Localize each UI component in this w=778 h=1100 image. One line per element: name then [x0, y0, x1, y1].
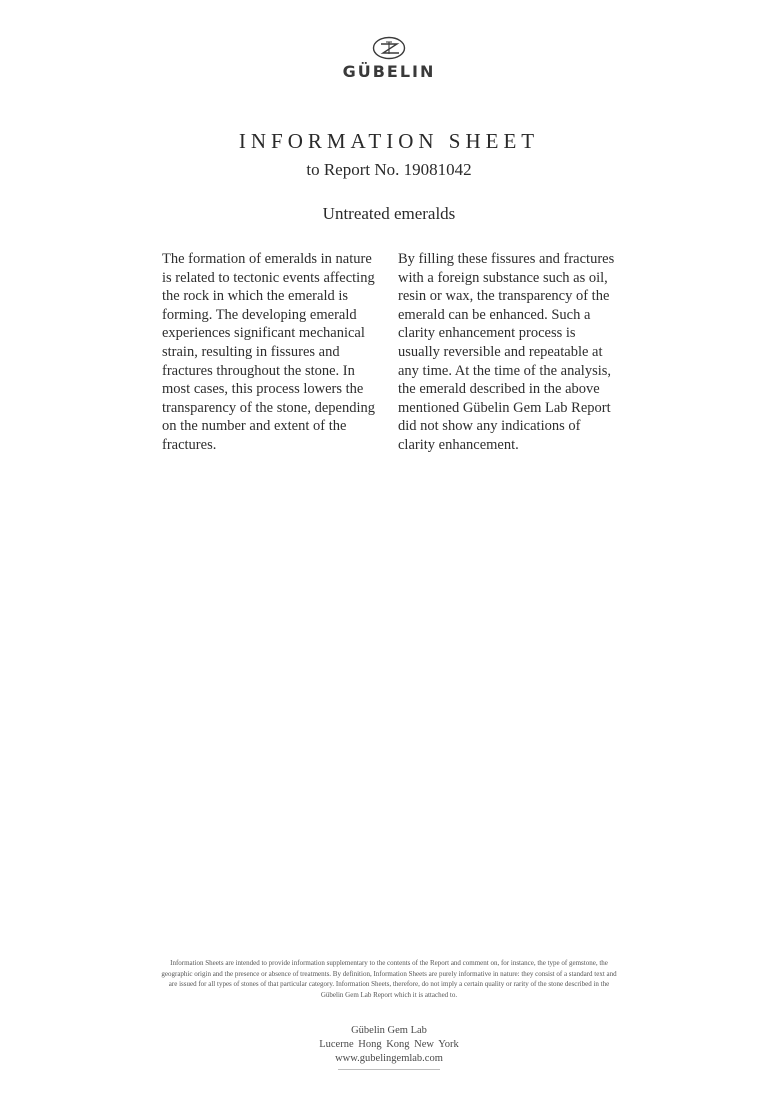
footer-cities: Lucerne Hong Kong New York [319, 1039, 459, 1050]
sheet-title: INFORMATION SHEET [238, 129, 540, 153]
guebelin-logo [0, 36, 778, 81]
footer-lab-name: Gübelin Gem Lab [351, 1025, 427, 1036]
sheet-subject: Untreated emeralds [322, 204, 456, 223]
footer-website-link[interactable]: www.gubelingemlab.com [335, 1053, 443, 1064]
footer-divider [338, 1069, 440, 1070]
footer [0, 1024, 778, 1070]
body-column-right: By filling these fissures and fractures with a foreign substance such as oil, resin or wax, the transparency of the emerald can be enhanced. Such a clarity enhancement process is usually reversible and repeatable at any time. At the time of the analysis, the emerald described in the above mentioned Gübelin Gem Lab Report did not show any indications of clarity enhancement. [398, 251, 615, 453]
logo-wordmark: GÜBELIN [342, 62, 436, 81]
disclaimer-text: Information Sheets are intended to provide information supplementary to the contents of the Report and comment on, for instance, the type of gemstone, the geographic origin and the presence or absence of treatments. By definition, Information Sheets are purely informative in nature: they consist of a standard text and are issued for all types of stones of that particular category. Information Sheets, therefore, do not imply a certain quality or rarity of the stone described in the Gübelin Gem Lab Report which it is attached to. [161, 959, 617, 999]
guebelin-emblem-icon [372, 36, 406, 60]
report-number: to Report No. 19081042 [306, 160, 472, 179]
body-column-left: The formation of emeralds in nature is related to tectonic events affecting the rock in which the emerald is forming. The developing emerald experiences significant mechanical strain, resulting in fissures and fractures throughout the stone. In most cases, this process lowers the transparency of the stone, depending on the number and extent of the fractures. [162, 251, 375, 453]
